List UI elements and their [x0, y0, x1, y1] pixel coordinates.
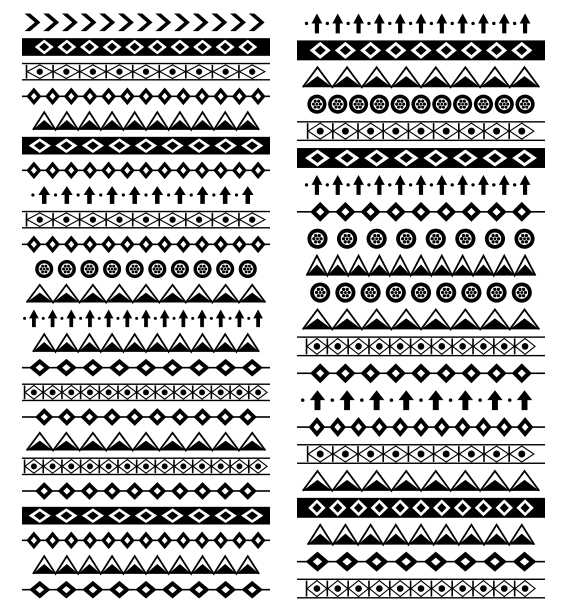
border-strip-lattice: [22, 137, 270, 155]
border-strip-rosette: [307, 229, 534, 249]
border-strip-zigzag: [307, 256, 536, 276]
border-strip-rosette: [310, 282, 532, 302]
border-strip-diamond-chain: [297, 363, 545, 383]
border-strip-diamond-chain: [297, 202, 545, 222]
border-strip-diamond-chain: [22, 359, 270, 377]
border-strip-diamond-chain: [22, 162, 270, 180]
border-strip-diamond-chain: [22, 532, 270, 550]
border-strip-ornate-lattice: [22, 384, 270, 402]
border-strip-ornate-lattice: [22, 211, 270, 229]
border-column-left: [22, 14, 270, 599]
border-strip-zigzag: [308, 525, 535, 545]
border-strip-zigzag: [303, 471, 540, 491]
border-strip-ornate-lattice: [22, 63, 270, 81]
border-strip-lattice: [297, 498, 545, 518]
border-strip-diamond-chain: [22, 236, 270, 254]
border-strip-arrow-strip: [23, 310, 263, 328]
border-strip-diamond-chain: [297, 417, 545, 437]
border-strip-ornate-lattice: [22, 458, 270, 476]
border-strip-diamond-chain: [22, 88, 270, 106]
border-strip-arrow-strip: [31, 186, 253, 204]
border-strip-ornate-lattice: [297, 121, 545, 141]
border-strip-chevron: [25, 14, 265, 32]
border-strip-diamond-chain: [22, 581, 270, 599]
border-strip-rosette: [35, 260, 257, 278]
border-strip-lattice: [22, 38, 270, 56]
border-strip-ornate-lattice: [297, 444, 545, 464]
border-strip-lattice: [297, 40, 545, 60]
border-strip-lattice: [22, 507, 270, 525]
border-strip-diamond-chain: [22, 482, 270, 500]
border-strip-arrow-strip: [301, 390, 532, 410]
border-strip-diamond-chain: [297, 552, 545, 572]
border-strip-rosette: [307, 95, 534, 114]
border-strip-zigzag: [27, 433, 266, 451]
border-strip-zigzag: [33, 334, 259, 352]
border-strip-diamond-chain: [22, 408, 270, 426]
border-strip-zigzag: [303, 67, 540, 87]
border-strip-arrow-strip: [305, 175, 531, 195]
border-strip-ornate-lattice: [297, 579, 545, 599]
border-strip-arrow-strip: [305, 14, 531, 34]
border-strip-zigzag: [33, 556, 259, 574]
border-strip-zigzag: [303, 310, 540, 330]
border-strip-ornate-lattice: [297, 336, 545, 356]
border-strip-zigzag: [27, 285, 266, 303]
border-strip-lattice: [297, 148, 545, 168]
border-strip-zigzag: [33, 112, 259, 130]
border-column-right: [297, 14, 545, 599]
